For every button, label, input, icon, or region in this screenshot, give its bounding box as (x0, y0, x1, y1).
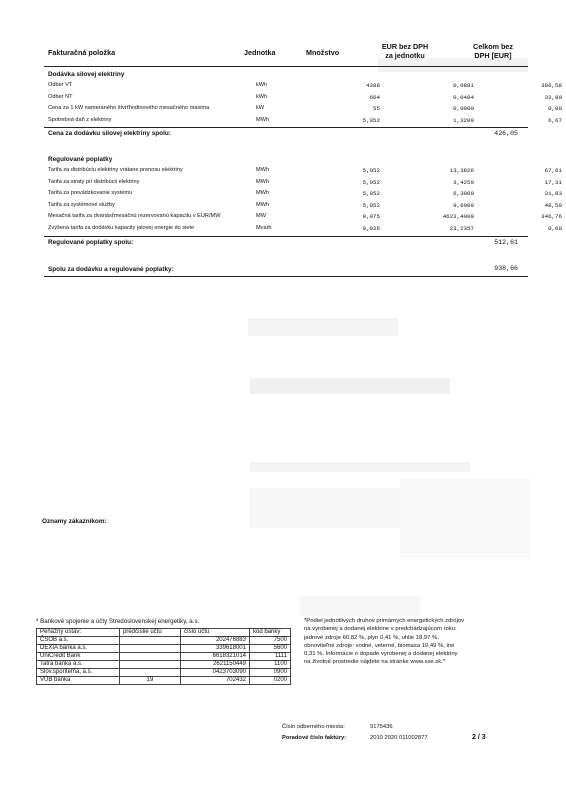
notices-label: Oznamy zákazníkom: (42, 518, 107, 525)
bank-row (37, 645, 291, 653)
item-unit-price: 9,6000 (453, 201, 474, 209)
header-divider (44, 66, 528, 67)
supply-sum-value: 426,05 (494, 130, 518, 137)
bank-cell: Slov.sporiteľňa, a.s. (37, 669, 120, 677)
table-row (44, 178, 562, 188)
section-title-supply: Dodávka silovej elektriny (48, 71, 125, 78)
table-row (44, 104, 562, 114)
col-header-unit: Jednotka (244, 48, 276, 57)
bank-cell (120, 661, 181, 669)
table-row (44, 116, 562, 126)
item-unit-price: 23,2357 (449, 224, 474, 232)
page-number: 2 / 3 (472, 734, 486, 741)
item-qty: 0,026 (362, 224, 380, 232)
item-total: 386,58 (541, 82, 562, 89)
bank-row (37, 653, 291, 661)
item-unit: MWh (256, 201, 270, 208)
item-qty: 5,052 (362, 178, 380, 186)
col-header-price-line2: za jednotku (385, 51, 425, 60)
section-divider (44, 236, 528, 237)
bank-cell: 202476883 (181, 637, 250, 645)
regulated-sum-value: 512,61 (494, 239, 518, 246)
bank-title: * Bankové spojenie a účty Stredoslovenskej energetiky, a.s. (36, 618, 200, 625)
item-unit-price: 4623,4000 (442, 213, 474, 220)
bank-header-cell: číslo účtu (181, 629, 250, 637)
item-unit: MWh (256, 116, 270, 123)
item-name: Tarifa za systémové služby (48, 201, 115, 208)
item-unit-price: 0,0494 (453, 93, 474, 101)
item-qty: 5,052 (362, 116, 380, 124)
item-unit-price: 0,0881 (453, 82, 474, 89)
item-name: Odber NT (48, 93, 73, 100)
bank-cell: DEXIA banka a.s. (37, 645, 120, 653)
item-name: Tarifa za prevádzkovanie systému (48, 190, 133, 196)
table-row (44, 93, 562, 103)
item-name: Odber VT (48, 82, 73, 88)
col-header-total-line2: DPH [EUR] (474, 51, 512, 60)
item-unit-price: 13,3826 (449, 167, 474, 174)
item-unit: MWh (256, 190, 270, 196)
bank-cell: 0900 (250, 669, 291, 677)
odber-label: Číslo odberného miesta: (282, 724, 345, 730)
item-qty: 4388 (366, 82, 380, 89)
table-row (44, 212, 562, 222)
note-line: jadrové zdroje 60,82 %, plyn 0,41 %, uhlie 18,97 %, (304, 634, 439, 641)
item-unit-price: 1,3200 (453, 116, 474, 124)
bank-header-cell: kód banky (250, 629, 291, 637)
col-header-total-line1: Celkom bez (473, 42, 513, 51)
bank-table (36, 628, 291, 685)
bank-cell: 0200 (250, 677, 291, 685)
bank-row (37, 661, 291, 669)
col-header-price-line1: EUR bez DPH (381, 42, 429, 51)
col-header-item: Fakturačná položka (48, 48, 116, 57)
bank-row (37, 669, 291, 677)
bank-cell: VÚB banka (37, 677, 120, 685)
bank-cell: 6618321014 (181, 653, 250, 661)
item-name: Spotrebná daň z elektriny (48, 116, 112, 123)
note-line: *Podiel jednotlivých druhov primárnych energetických zdrojov (304, 618, 465, 624)
item-name: Tarifa za distribúciu elektriny vrátane prenosu elektriny (48, 167, 183, 173)
item-unit: Mvarh (256, 224, 272, 231)
bank-cell: 19 (120, 677, 181, 685)
note-line: na vyrobenej a dodanej elektrine v predchádzajúcom roku: (304, 626, 457, 633)
item-unit-price: 3,4259 (453, 178, 474, 186)
bank-header-cell: predčíslie účtu (120, 629, 181, 637)
section-title-regulated: Regulované poplatky (48, 156, 113, 163)
note-line: 0,31 %. Informácie o dopade vyrobenej a dodanej elektriny (304, 651, 458, 658)
bank-cell: 1111 (250, 653, 291, 661)
item-total: 0,00 (548, 105, 562, 112)
item-unit: MWh (256, 178, 270, 185)
bank-cell (120, 669, 181, 677)
bank-cell (120, 653, 181, 661)
bank-cell: 5600 (250, 645, 291, 653)
item-unit: kW (256, 105, 265, 111)
note-line: obnoviteľné zdroje: vodné, veterné, biomasa 19,49 %, iné (304, 642, 455, 649)
item-name: Tarifa za straty pri distribúcii elektriny (48, 178, 140, 185)
item-total: 0,60 (548, 224, 562, 232)
table-row (44, 81, 562, 91)
item-name: Zvýšená tarifa za dodávku kapacity jalovej energie do siete (48, 224, 195, 231)
odber-value: 9175436 (370, 724, 393, 730)
item-qty: 664 (369, 93, 380, 101)
item-total: 346,76 (541, 213, 562, 220)
bank-cell: 0423703090 (181, 669, 250, 677)
item-name: Cena za 1 kW nameraného štvrťhodinového mesačného maxima (48, 105, 210, 111)
bank-cell (120, 637, 181, 645)
item-qty: 0,075 (362, 213, 380, 220)
grand-total-label: Spolu za dodávku a regulované poplatky: (48, 266, 174, 273)
bank-cell: 7500 (250, 637, 291, 645)
item-total: 67,61 (544, 167, 562, 174)
item-unit: MW (256, 213, 266, 219)
item-name: Mesačná tarifa za dvanásťmesačnú rezervovanú kapacitu v EUR/MW (48, 213, 221, 219)
section-divider (44, 127, 528, 128)
item-qty: 5,052 (362, 190, 380, 197)
regulated-sum-label: Regulované poplatky spolu: (48, 239, 134, 246)
item-total: 31,83 (544, 190, 562, 197)
item-qty: 55 (373, 105, 380, 112)
bank-header-row (37, 629, 291, 637)
bank-row (37, 637, 291, 645)
item-total: 17,31 (544, 178, 562, 186)
table-row (44, 201, 562, 211)
col-header-total (458, 42, 528, 60)
energy-source-note (304, 617, 540, 667)
bank-cell: 339618001 (181, 645, 250, 653)
table-row (44, 189, 562, 199)
item-unit: MWh (256, 167, 270, 173)
col-header-price (360, 42, 450, 60)
faktura-label: Poradové číslo faktúry: (282, 735, 347, 741)
item-total: 6,67 (548, 116, 562, 124)
grand-total-value: 938,66 (494, 265, 518, 272)
supply-sum-label: Cena za dodávku silovej elektriny spolu: (48, 130, 171, 137)
table-row (44, 224, 562, 234)
item-unit-price: 0,0000 (453, 105, 474, 112)
item-unit-price: 6,3000 (453, 190, 474, 197)
item-total: 32,80 (544, 93, 562, 101)
bank-header-cell: Peňažný ústav: (37, 629, 120, 637)
col-header-qty: Množstvo (306, 48, 340, 57)
faktura-value: 2010 2020 011002877 (370, 735, 428, 741)
bank-cell: 702432 (181, 677, 250, 685)
table-row (44, 166, 562, 176)
bank-cell: 2621150449 (181, 661, 250, 669)
bank-cell: Tatra banka a.s. (37, 661, 120, 669)
item-unit: kWh (256, 82, 268, 88)
item-qty: 5,052 (362, 167, 380, 174)
item-total: 48,50 (544, 201, 562, 209)
item-unit: kWh (256, 93, 268, 100)
note-line: na životné prostredie nájdete na stránke www.sse.sk.* (304, 659, 446, 666)
bank-cell: ČSOB a.s. (37, 637, 120, 645)
bank-cell: UniCredit Bank (37, 653, 120, 661)
bank-row (37, 677, 291, 685)
grand-total-divider (44, 276, 528, 277)
item-qty: 5,052 (362, 201, 380, 209)
bank-cell (120, 645, 181, 653)
bank-cell: 1100 (250, 661, 291, 669)
